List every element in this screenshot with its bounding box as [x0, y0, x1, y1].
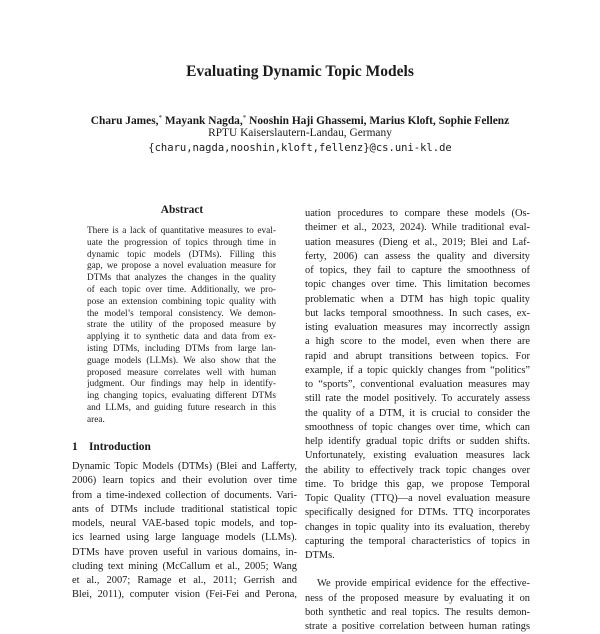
right-column-body — [305, 207, 530, 634]
body-line: ics learned using large language models (LLMs). — [72, 532, 297, 544]
body-line: changes in topic quality into its evaluation, thereby — [305, 521, 530, 533]
abstract-line: uate the progression of topics through time in — [87, 237, 276, 248]
abstract-body — [87, 226, 276, 427]
author-name: Mayank Nagda, — [164, 115, 243, 127]
body-line: Dynamic Topic Models (DTMs) (Blei and Lafferty, — [72, 461, 297, 472]
abstract-line: proposed measure correlates well with human — [87, 367, 276, 378]
body-line: topic changes over time. This limitation becomes — [305, 279, 530, 291]
affiliation: RPTU Kaiserslautern-Landau, Germany — [208, 127, 392, 139]
abstract-line: pose an extension combining topic quality with — [87, 296, 276, 307]
abstract-line: applying it to synthetic data and data from ex- — [87, 332, 276, 343]
body-line: to “sports”, conventional evaluation measures may — [305, 379, 530, 390]
equal-contribution-mark: * — [158, 114, 163, 122]
body-line: ferty, 2006) can assess the quality and diversity — [305, 250, 530, 262]
section-number: 1 — [72, 441, 78, 453]
abstract-line: judgment. Our findings may help in identify- — [87, 379, 276, 390]
body-line: strate a positive correlation between human ratings — [305, 621, 530, 632]
body-line: Unfortunately, existing evaluation measures lack — [305, 450, 530, 462]
body-line: Topic Quality (TTQ)—a novel evaluation measure — [305, 493, 530, 504]
body-line: still rate the model positively. To accurately assess — [305, 393, 530, 405]
body-line: help identify gradual topic drifts or sudden shifts. — [305, 436, 530, 447]
abstract-line: strate the utility of the proposed measure by — [87, 320, 276, 331]
abstract-line: There is a lack of quantitative measures to eval- — [87, 226, 276, 236]
body-line: specifically designed for DTMs. TTQ incorporates — [305, 507, 530, 519]
body-line: time. To bridge this gap, we propose Temporal — [305, 478, 530, 490]
body-line: rapid and abrupt transitions between topics. For — [305, 350, 530, 362]
introduction-body — [72, 460, 297, 603]
equal-contribution-mark: * — [242, 114, 247, 122]
abstract-line: gap, we propose a novel evaluation measure for — [87, 261, 276, 272]
abstract-line: guage models (LLMs). We also show that the — [87, 355, 276, 366]
body-line: uation measures (Dieng et al., 2019; Blei and Laf- — [305, 236, 530, 248]
body-line: DTMs. — [305, 550, 335, 561]
abstract-line: ing changing topics, evaluating different DTMs — [87, 391, 276, 402]
abstract-heading: Abstract — [160, 204, 204, 216]
body-line: the quality of a DTM, it is crucial to consider the — [305, 407, 530, 419]
abstract-line: area. — [87, 414, 105, 425]
body-line: the ability to effectively track topic changes over — [305, 464, 530, 476]
body-line: uation procedures to compare these models (Os- — [305, 208, 530, 219]
body-line: ants of DTMs include traditional statistical topic — [72, 503, 297, 515]
body-line: 2006) learn topics and their evolution over time — [72, 475, 297, 487]
body-line: of topics, they fail to capture the smoothness of — [305, 265, 530, 276]
author-name: Nooshin Haji Ghassemi, Marius Kloft, Sophie Fellenz — [249, 115, 510, 127]
section-title: Introduction — [89, 441, 151, 453]
body-line: capturing the temporal characteristics of topics in — [305, 535, 530, 547]
body-line: smoothness of topic changes over time, which can — [305, 421, 530, 433]
body-line: but lacks temporal smoothness. In such cases, ex- — [305, 307, 530, 319]
body-line: from a time-indexed collection of documents. Vari- — [72, 489, 297, 501]
body-line: example, if a topic quickly changes from “politics” — [305, 364, 530, 376]
body-line: problematic when a DTM has high topic quality — [305, 293, 530, 305]
body-line: Blei, 2011), computer vision (Fei-Fei and Perona, — [72, 589, 297, 601]
body-line: cluding text mining (McCallum et al., 2005; Wang — [72, 560, 297, 572]
body-line: We provide empirical evidence for the effective- — [317, 578, 530, 590]
body-line: DTMs have proven useful in various domains, in- — [72, 546, 297, 558]
abstract-line: isting DTMs, including DTMs from large lan- — [87, 343, 276, 354]
body-line: models, neural VAE-based topic models, and top- — [72, 518, 297, 529]
abstract-line: the model’s temporal consistency. We demon- — [87, 308, 276, 319]
body-line: et al., 2007; Ramage et al., 2011; Gerrish and — [72, 575, 297, 586]
abstract-line: of each topic over time. Additionally, we pro- — [87, 284, 276, 295]
body-line: a high score to the model, even when there are — [305, 336, 530, 348]
body-line: both synthetic and real topics. The results demon- — [305, 606, 530, 618]
body-line: theimer et al., 2023, 2024). While traditional eval- — [305, 222, 530, 234]
author-emails: {charu,nagda,nooshin,kloft,fellenz}@cs.uni-kl.de — [148, 142, 452, 154]
body-line: isting evaluation measures may incorrectly assign — [305, 322, 530, 333]
abstract-line: DTMs that analyzes the changes in the quality — [87, 273, 276, 284]
body-line: ness of the proposed measure by evaluating it on — [305, 592, 530, 604]
section-heading-introduction — [72, 441, 151, 453]
paper-title: Evaluating Dynamic Topic Models — [186, 63, 414, 80]
abstract-line: and LLMs, and guiding future research in this — [87, 402, 276, 413]
abstract-line: dynamic topic models (DTMs). Filling this — [87, 249, 276, 260]
author-name: Charu James, — [90, 115, 159, 127]
